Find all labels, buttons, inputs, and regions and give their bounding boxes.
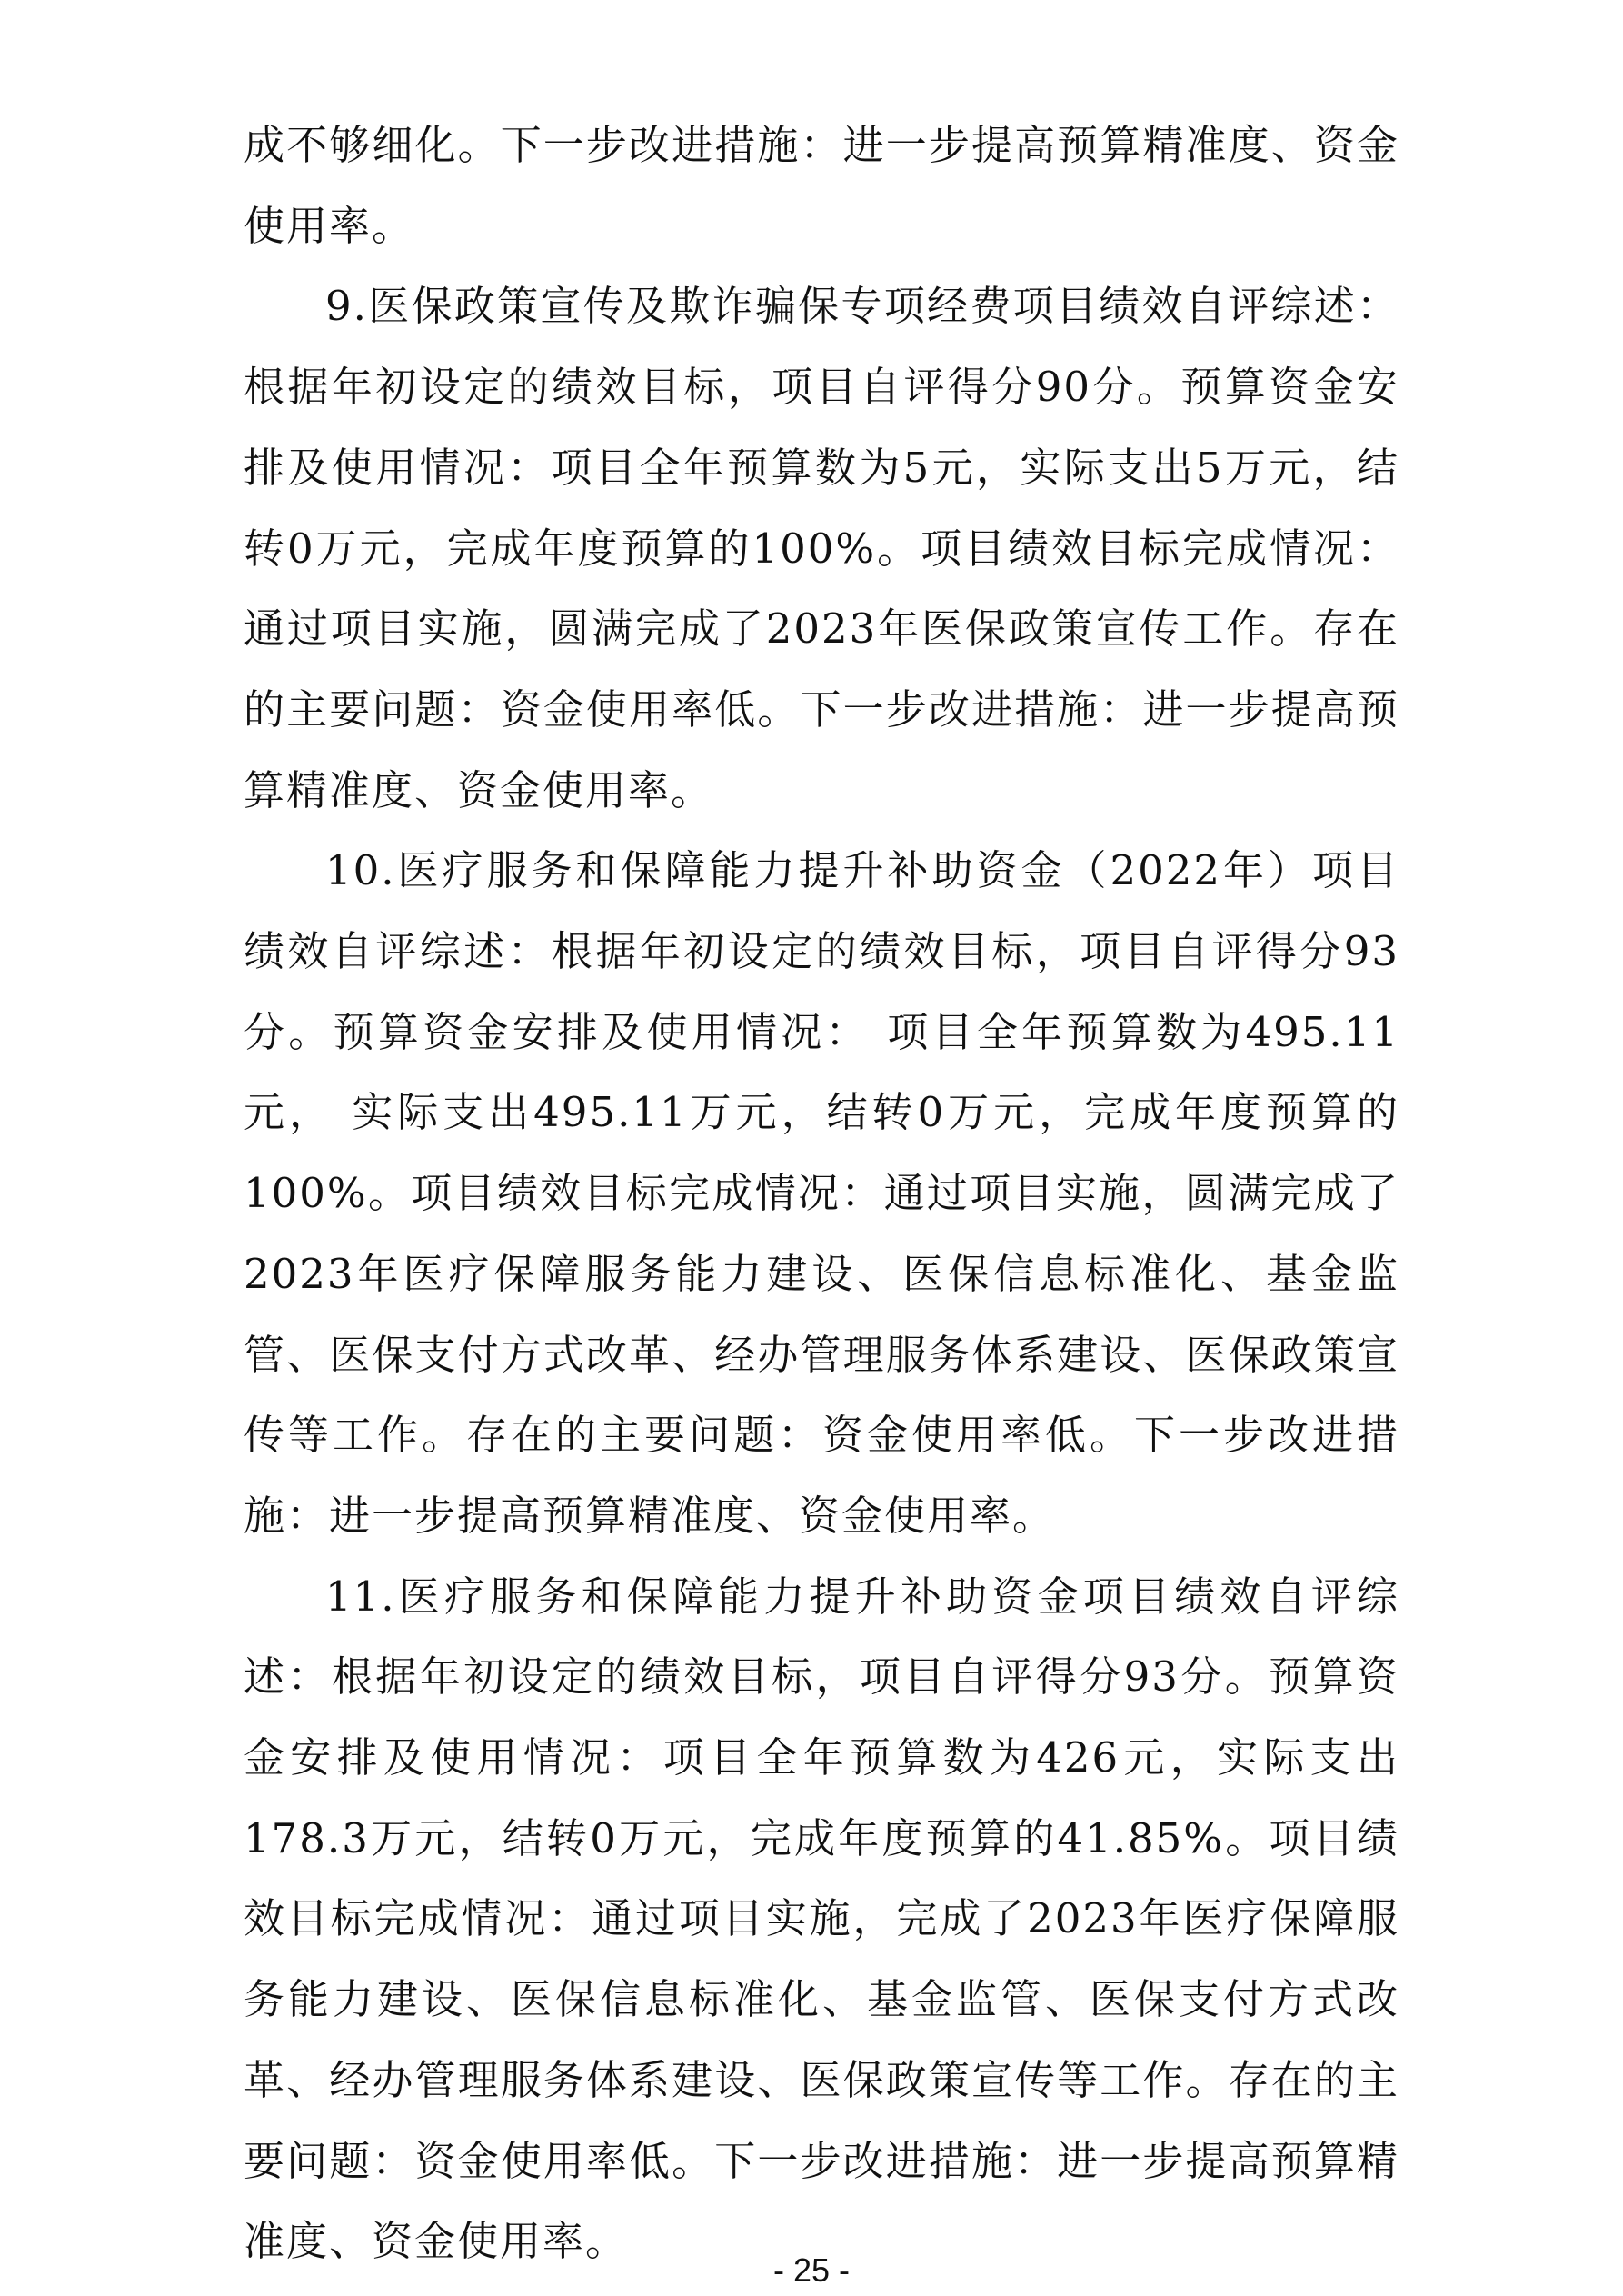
paragraph-item-10: 10.医疗服务和保障能力提升补助资金（2022年）项目绩效自评综述：根据年初设定的绩效目标，项目自评得分93分。预算资金安排及使用情况： 项目全年预算数为495.11元， 实际支出495.11万元，结转0万元，完成年度预算的100%。项目绩效目标完成情况：通过项目实施，圆满完成了2023年医疗保障服务能力建设、医保信息标准化、基金监管、医保支付方式改革、经办管理服务体系建设、医保政策宣传等工作。存在的主要问题：资金使用率低。下一步改进措施：进一步提高预算精准度、资金使用率。 xyxy=(244,846,1399,1540)
paragraph-continued: 成不够细化。下一步改进措施：进一步提高预算精准度、资金使用率。 xyxy=(244,121,1399,250)
document-body xyxy=(244,105,1399,2282)
paragraph-item-9: 9.医保政策宣传及欺诈骗保专项经费项目绩效自评综述：根据年初设定的绩效目标，项目自评得分90分。预算资金安排及使用情况：项目全年预算数为5元，实际支出5万元，结转0万元，完成年度预算的100%。项目绩效目标完成情况：通过项目实施，圆满完成了2023年医保政策宣传工作。存在的主要问题：资金使用率低。下一步改进措施：进一步提高预算精准度、资金使用率。 xyxy=(244,282,1399,814)
page-number: - 25 - xyxy=(772,2251,851,2289)
paragraph-item-11: 11.医疗服务和保障能力提升补助资金项目绩效自评综述：根据年初设定的绩效目标，项目自评得分93分。预算资金安排及使用情况：项目全年预算数为426元，实际支出178.3万元，结转0万元，完成年度预算的41.85%。项目绩效目标完成情况：通过项目实施，完成了2023年医疗保障服务能力建设、医保信息标准化、基金监管、医保支付方式改革、经办管理服务体系建设、医保政策宣传等工作。存在的主要问题：资金使用率低。下一步改进措施：进一步提高预算精准度、资金使用率。 xyxy=(244,1572,1399,2266)
